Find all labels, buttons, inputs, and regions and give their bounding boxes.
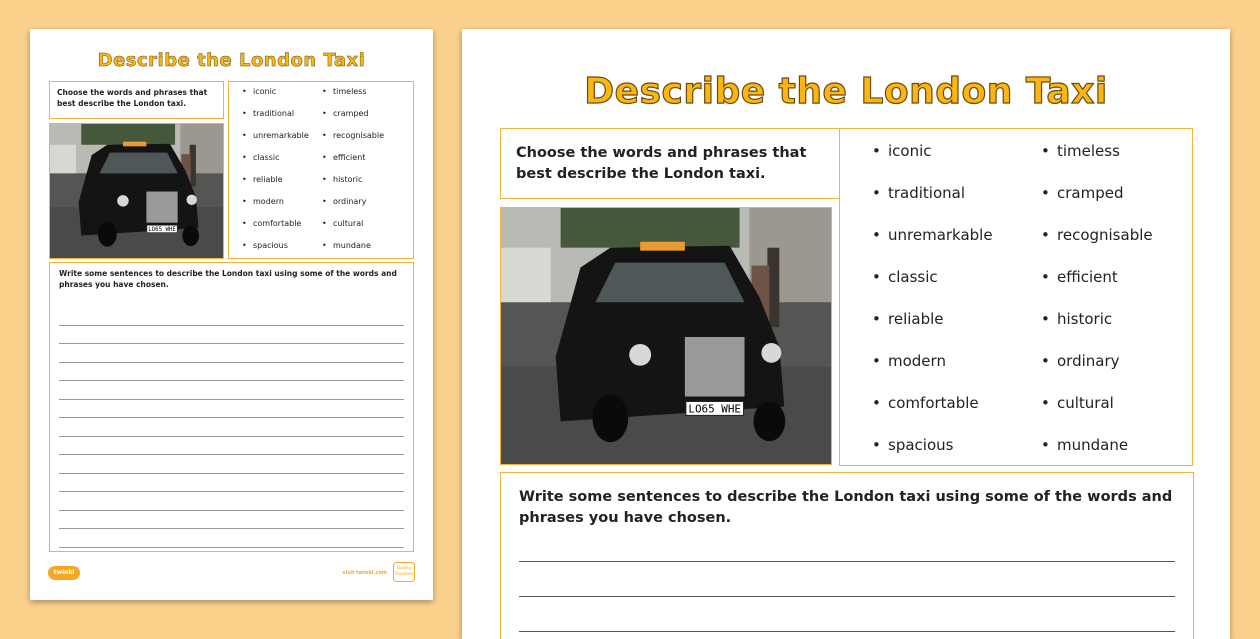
word-list-col2-small	[333, 84, 384, 260]
word-item: • spacious	[888, 423, 993, 465]
word-list-col1	[888, 129, 993, 465]
writing-lines-small	[59, 307, 404, 548]
word-item: • recognisable	[1057, 213, 1153, 255]
word-item: • comfortable	[888, 381, 993, 423]
word-bank	[839, 128, 1193, 466]
instruction-text-small: Choose the words and phrases that best describe the London taxi.	[57, 88, 208, 108]
writing-prompt: Write some sentences to describe the London taxi using some of the words and phrases you have chosen.	[519, 489, 1173, 527]
number-plate: LO65 WHE	[688, 402, 741, 416]
twinkl-logo: twinkl	[48, 566, 80, 580]
word-item: • cramped	[1057, 171, 1153, 213]
word-bank-small	[228, 81, 414, 259]
writing-box-small	[49, 262, 414, 552]
word-item: • unremarkable	[888, 213, 993, 255]
word-item: • unremarkable	[253, 128, 309, 150]
number-plate-small: LO65 WHE	[148, 226, 176, 233]
word-item: • traditional	[888, 171, 993, 213]
word-item: • modern	[888, 339, 993, 381]
word-item: • modern	[253, 194, 309, 216]
word-item: • spacious	[253, 238, 309, 260]
worksheet-title: Describe the London Taxi	[584, 71, 1108, 112]
word-item: • efficient	[333, 150, 384, 172]
word-item: • iconic	[888, 129, 993, 171]
word-item: • ordinary	[333, 194, 384, 216]
footer-url: visit twinkl.com	[342, 570, 387, 576]
word-item: • comfortable	[253, 216, 309, 238]
writing-prompt-small: Write some sentences to describe the London taxi using some of the words and phrases you have chosen.	[59, 269, 397, 289]
word-list-col2	[1057, 129, 1153, 465]
instruction-box	[500, 128, 840, 199]
word-item: • classic	[253, 150, 309, 172]
instruction-text: Choose the words and phrases that best describe the London taxi.	[516, 145, 807, 183]
word-item: • historic	[1057, 297, 1153, 339]
word-item: • timeless	[333, 84, 384, 106]
writing-lines	[519, 527, 1175, 639]
word-item: • cramped	[333, 106, 384, 128]
taxi-photo	[500, 207, 832, 465]
quality-badge: Quality Standard	[393, 562, 415, 582]
word-item: • efficient	[1057, 255, 1153, 297]
word-list-col1-small	[253, 84, 309, 260]
word-item: • iconic	[253, 84, 309, 106]
word-item: • recognisable	[333, 128, 384, 150]
word-item: • classic	[888, 255, 993, 297]
instruction-box-small	[49, 81, 224, 119]
worksheet-preview-large	[462, 29, 1230, 639]
word-item: • mundane	[333, 238, 384, 260]
word-item: • traditional	[253, 106, 309, 128]
word-item: • mundane	[1057, 423, 1153, 465]
worksheet-title-small: Describe the London Taxi	[97, 50, 366, 71]
word-item: • ordinary	[1057, 339, 1153, 381]
word-item: • historic	[333, 172, 384, 194]
word-item: • cultural	[333, 216, 384, 238]
worksheet-preview-small	[30, 29, 433, 600]
taxi-photo-small	[49, 123, 224, 259]
word-item: • reliable	[253, 172, 309, 194]
word-item: • cultural	[1057, 381, 1153, 423]
writing-box	[500, 472, 1194, 639]
word-item: • reliable	[888, 297, 993, 339]
word-item: • timeless	[1057, 129, 1153, 171]
